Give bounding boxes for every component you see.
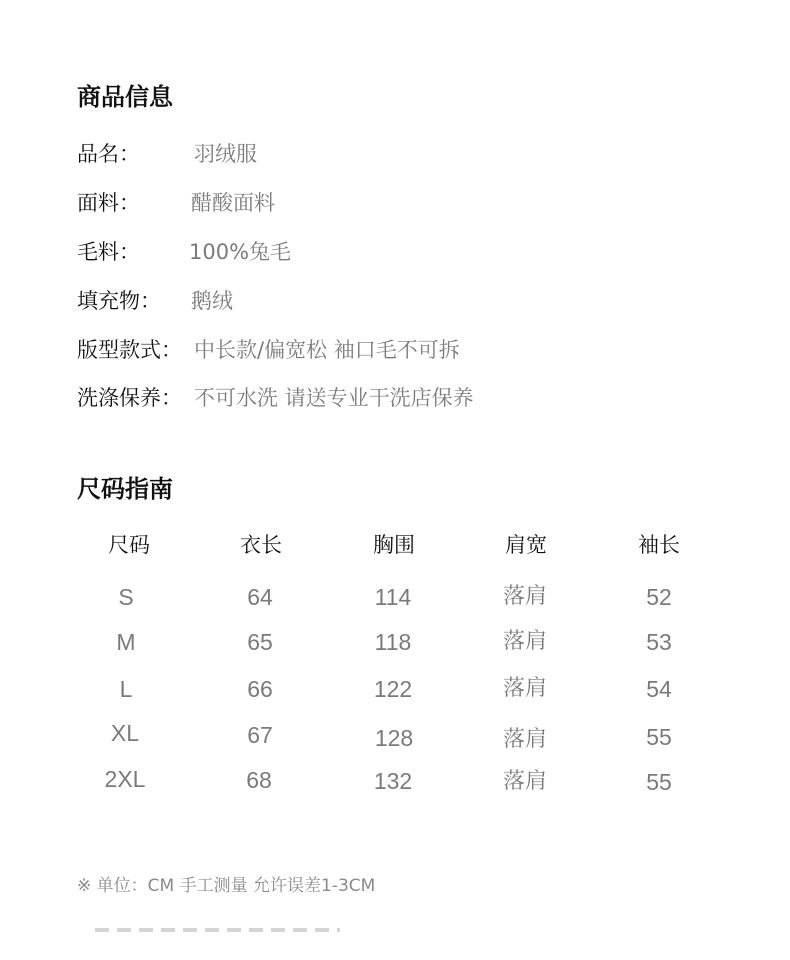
info-row-name <box>77 139 757 169</box>
table-cell-shoulder: 落肩 <box>502 769 547 794</box>
table-cell-size: 2XL <box>104 766 146 792</box>
table-cell-chest: 128 <box>374 725 414 751</box>
info-value: 醋酸面料 <box>191 191 275 215</box>
table-header-size: 尺码 <box>108 533 150 557</box>
table-cell-sleeve: 53 <box>646 629 672 655</box>
table-cell-sleeve: 54 <box>646 676 672 702</box>
table-cell-shoulder: 落肩 <box>502 727 547 752</box>
table-cell-chest: 118 <box>374 629 412 655</box>
table-cell-length: 65 <box>247 629 273 655</box>
table-cell-shoulder: 落肩 <box>502 584 547 609</box>
table-cell-sleeve: 55 <box>646 724 672 750</box>
table-cell-length: 67 <box>247 722 273 748</box>
table-header-shoulder: 肩宽 <box>505 533 547 557</box>
info-label: 面料： <box>77 191 140 215</box>
info-value: 鹅绒 <box>191 289 233 313</box>
table-cell-size: S <box>118 584 134 610</box>
table-cell-length: 68 <box>246 767 272 793</box>
info-row-fabric <box>77 188 757 218</box>
table-cell-chest: 114 <box>374 584 412 610</box>
table-cell-length: 66 <box>247 676 273 702</box>
info-value: 100%兔毛 <box>189 240 292 264</box>
table-cell-size: M <box>116 629 136 655</box>
table-cell-chest: 132 <box>373 768 413 794</box>
table-cell-size: L <box>119 676 133 702</box>
info-label: 填充物： <box>77 289 161 313</box>
info-value: 羽绒服 <box>194 142 257 166</box>
info-label: 毛料： <box>77 240 140 264</box>
table-cell-shoulder: 落肩 <box>502 676 547 701</box>
size-table <box>60 528 726 808</box>
info-label: 洗涤保养： <box>77 386 182 410</box>
table-header-chest: 胸围 <box>373 533 415 557</box>
table-cell-chest: 122 <box>373 676 413 702</box>
measurement-note: ※ 单位：CM 手工测量 允许误差1-3CM <box>77 876 376 896</box>
info-label: 品名： <box>77 142 140 166</box>
info-row-care <box>77 383 757 413</box>
info-value: 中长款/偏宽松 袖口毛不可拆 <box>194 338 460 362</box>
info-row-fur <box>77 237 757 267</box>
table-cell-sleeve: 55 <box>646 769 672 795</box>
size-guide-title: 尺码指南 <box>77 475 173 503</box>
table-header-sleeve: 袖长 <box>638 533 680 557</box>
table-cell-length: 64 <box>247 584 273 610</box>
info-value: 不可水洗 请送专业干洗店保养 <box>194 386 474 410</box>
info-label: 版型款式： <box>77 338 182 362</box>
table-cell-shoulder: 落肩 <box>502 629 547 654</box>
table-cell-sleeve: 52 <box>646 584 672 610</box>
table-header-length: 衣长 <box>240 533 282 557</box>
info-row-filling <box>77 286 757 316</box>
info-row-style <box>77 335 757 365</box>
table-cell-size: XL <box>110 720 140 746</box>
product-info-title: 商品信息 <box>77 83 173 111</box>
cut-off-text-decoration <box>95 926 340 932</box>
